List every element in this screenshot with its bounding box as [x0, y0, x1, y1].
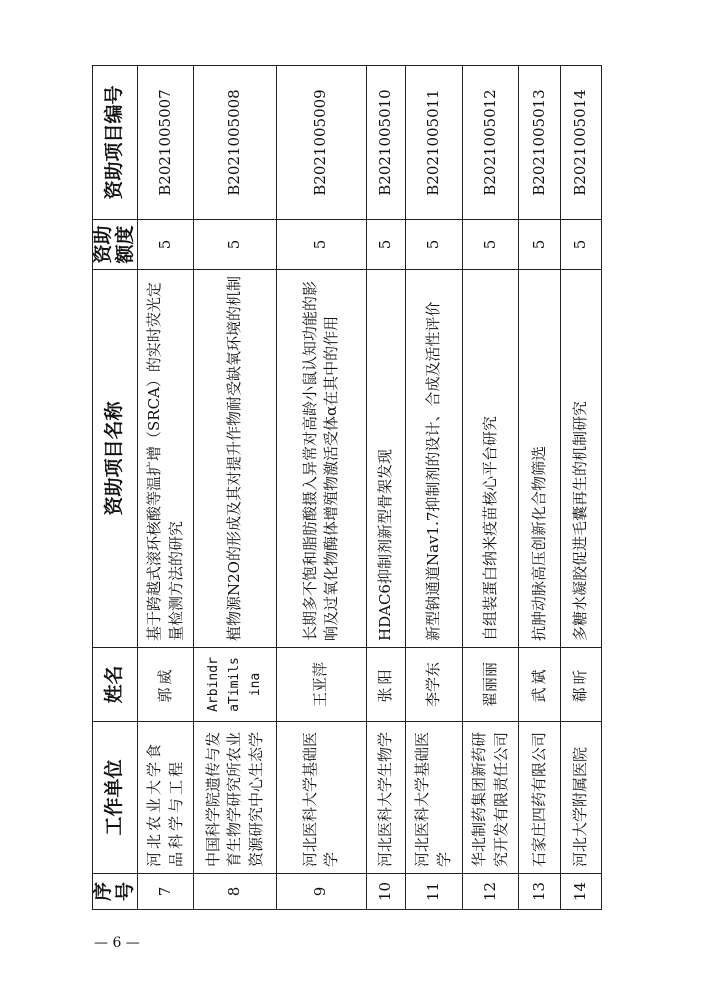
row-project-id: B2021005007 — [137, 66, 194, 220]
header-unit: 工作单位 — [93, 722, 138, 874]
row-unit: 河北医科大学基础医学 — [276, 722, 366, 874]
table-row — [560, 66, 601, 910]
header-name: 姓名 — [93, 648, 138, 722]
row-name: 翟丽丽 — [462, 648, 519, 722]
row-amount: 5 — [366, 220, 405, 270]
row-seq: 9 — [276, 874, 366, 910]
row-amount: 5 — [137, 220, 194, 270]
row-unit: 河北医科大学基础医学 — [405, 722, 462, 874]
row-seq: 8 — [194, 874, 277, 910]
row-project-title: 基于跨越式滚环核酸等温扩增（SRCA）的实时荧光定量检测方法的研究 — [137, 270, 194, 648]
row-project-title: 植物源N2O的形成及其对提升作物耐受缺氧环境的机制 — [194, 270, 277, 648]
table-row — [519, 66, 560, 910]
row-seq: 11 — [405, 874, 462, 910]
row-project-id: B2021005008 — [194, 66, 277, 220]
row-project-id: B2021005012 — [462, 66, 519, 220]
row-seq: 13 — [519, 874, 560, 910]
row-name: 王亚萍 — [276, 648, 366, 722]
row-project-title: 长期多不饱和脂肪酸摄入异常对高龄小鼠认知功能的影响及过氧化物酶体增殖物激活受体α在其中的作用 — [276, 270, 366, 648]
table-row — [194, 66, 277, 910]
row-unit: 河北大学附属医院 — [560, 722, 601, 874]
row-unit: 华北制药集团新药研究开发有限责任公司 — [462, 722, 519, 874]
row-project-title: 多糖水凝胶促进毛囊再生的机制研究 — [560, 270, 601, 648]
row-project-id: B2021005011 — [405, 66, 462, 220]
row-seq: 14 — [560, 874, 601, 910]
row-amount: 5 — [560, 220, 601, 270]
row-name: 郗昕 — [560, 648, 601, 722]
row-project-title: 自组装蛋白纳米疫苗核心平台研究 — [462, 270, 519, 648]
table-row — [462, 66, 519, 910]
table-row — [276, 66, 366, 910]
page-number: — 6 — — [94, 935, 140, 951]
header-amount: 资助额度 — [93, 220, 138, 270]
row-name: 李学东 — [405, 648, 462, 722]
header-project-id: 资助项目编号 — [93, 66, 138, 220]
row-project-id: B2021005013 — [519, 66, 560, 220]
row-name: 郭威 — [137, 648, 194, 722]
table-row — [137, 66, 194, 910]
table-row — [405, 66, 462, 910]
funding-table — [92, 65, 602, 910]
row-project-title: 新型钠通道Nav1.7抑制剂的设计、合成及活性评价 — [405, 270, 462, 648]
row-project-id: B2021005009 — [276, 66, 366, 220]
row-unit: 河北农业大学食品科学与工程 — [137, 722, 194, 874]
row-name: ArbindraTimilsina — [194, 648, 277, 722]
row-name: 张阳 — [366, 648, 405, 722]
funding-table-rotated — [92, 66, 602, 910]
row-amount: 5 — [519, 220, 560, 270]
row-project-id: B2021005014 — [560, 66, 601, 220]
header-row — [93, 66, 138, 910]
row-project-title: HDAC6抑制剂新型骨架发现 — [366, 270, 405, 648]
row-amount: 5 — [462, 220, 519, 270]
row-amount: 5 — [276, 220, 366, 270]
row-unit: 石家庄四药有限公司 — [519, 722, 560, 874]
header-project-title: 资助项目名称 — [93, 270, 138, 648]
row-amount: 5 — [405, 220, 462, 270]
row-unit: 河北医科大学生物学 — [366, 722, 405, 874]
row-unit: 中国科学院遗传与发育生物学研究所农业资源研究中心生态学 — [194, 722, 277, 874]
row-project-id: B2021005010 — [366, 66, 405, 220]
row-project-title: 抗肿动脉高压创新化合物筛选 — [519, 270, 560, 648]
row-seq: 7 — [137, 874, 194, 910]
header-seq: 序号 — [93, 874, 138, 910]
table-row — [366, 66, 405, 910]
row-name: 武斌 — [519, 648, 560, 722]
row-seq: 12 — [462, 874, 519, 910]
row-seq: 10 — [366, 874, 405, 910]
row-amount: 5 — [194, 220, 277, 270]
